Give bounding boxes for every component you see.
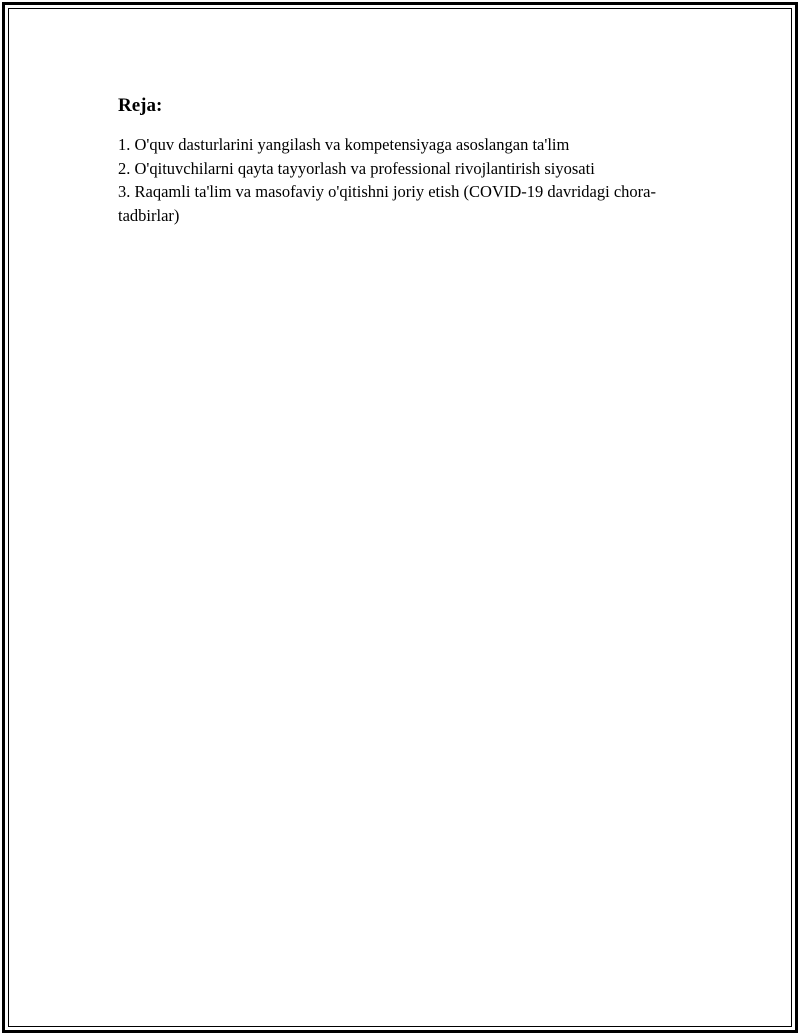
- plan-item-1: 1. O'quv dasturlarini yangilash va kompetensiyaga asoslangan ta'lim: [118, 135, 570, 154]
- plan-list: [118, 133, 678, 227]
- plan-item-3: 3. Raqamli ta'lim va masofaviy o'qitishni joriy etish (COVID-19 davridagi chora-tadbirlar): [118, 182, 656, 225]
- plan-section: [118, 94, 678, 227]
- plan-item-2: 2. O'qituvchilarni qayta tayyorlash va professional rivojlantirish siyosati: [118, 158, 595, 178]
- plan-heading: Reja:: [118, 95, 163, 116]
